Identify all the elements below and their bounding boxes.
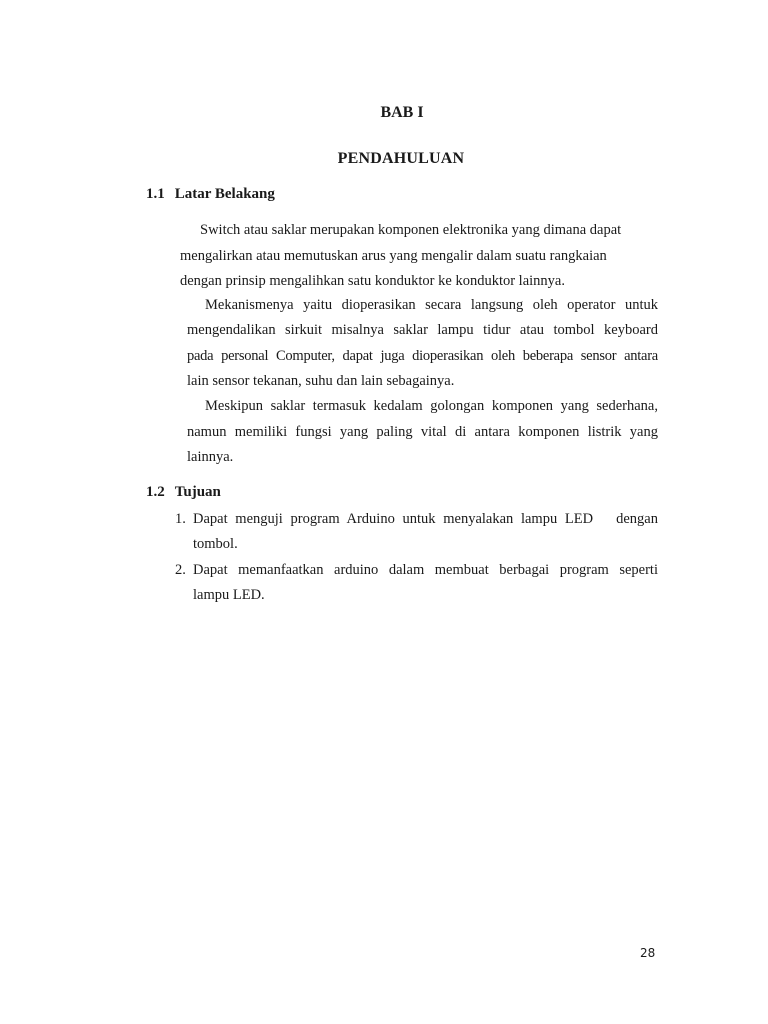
section-number: 1.1 bbox=[146, 186, 165, 202]
list-item-line: lampu LED. bbox=[193, 587, 265, 603]
paragraph-line: dengan prinsip mengalihkan satu konduktor ke konduktor lainnya. bbox=[180, 273, 565, 289]
paragraph-line: namun memiliki fungsi yang paling vital di antara komponen listrik yang bbox=[187, 424, 658, 440]
paragraph-line: lainnya. bbox=[187, 449, 234, 465]
section-number: 1.2 bbox=[146, 484, 165, 500]
list-item-number: 2. bbox=[175, 562, 186, 578]
list-item-line: tombol. bbox=[193, 536, 238, 552]
paragraph-line: lain sensor tekanan, suhu dan lain sebagainya. bbox=[187, 373, 455, 389]
chapter-title: PENDAHULUAN bbox=[337, 150, 465, 167]
paragraph-line: pada personal Computer, dapat juga dioperasikan oleh beberapa sensor antara bbox=[187, 348, 658, 364]
list-item-number: 1. bbox=[175, 511, 186, 527]
paragraph-line: mengalirkan atau memutuskan arus yang mengalir dalam suatu rangkaian bbox=[180, 248, 607, 264]
section-heading-tujuan bbox=[146, 484, 221, 501]
section-title: Tujuan bbox=[174, 484, 221, 500]
paragraph-line: Switch atau saklar merupakan komponen elektronika yang dimana dapat bbox=[200, 222, 622, 238]
chapter-label: BAB I bbox=[380, 104, 424, 121]
paragraph-line: Meskipun saklar termasuk kedalam golongan komponen yang sederhana, bbox=[205, 398, 658, 414]
page-number: 28 bbox=[640, 946, 656, 960]
section-title: Latar Belakang bbox=[174, 186, 275, 202]
paragraph-line: Mekanismenya yaitu dioperasikan secara langsung oleh operator untuk bbox=[205, 297, 658, 313]
paragraph-line: mengendalikan sirkuit misalnya saklar lampu tidur atau tombol keyboard bbox=[187, 322, 658, 338]
list-item-line: Dapat menguji program Arduino untuk menyalakan lampu LED dengan bbox=[193, 511, 658, 527]
section-heading-latar-belakang bbox=[146, 186, 275, 203]
list-item-line: Dapat memanfaatkan arduino dalam membuat berbagai program seperti bbox=[193, 562, 658, 578]
